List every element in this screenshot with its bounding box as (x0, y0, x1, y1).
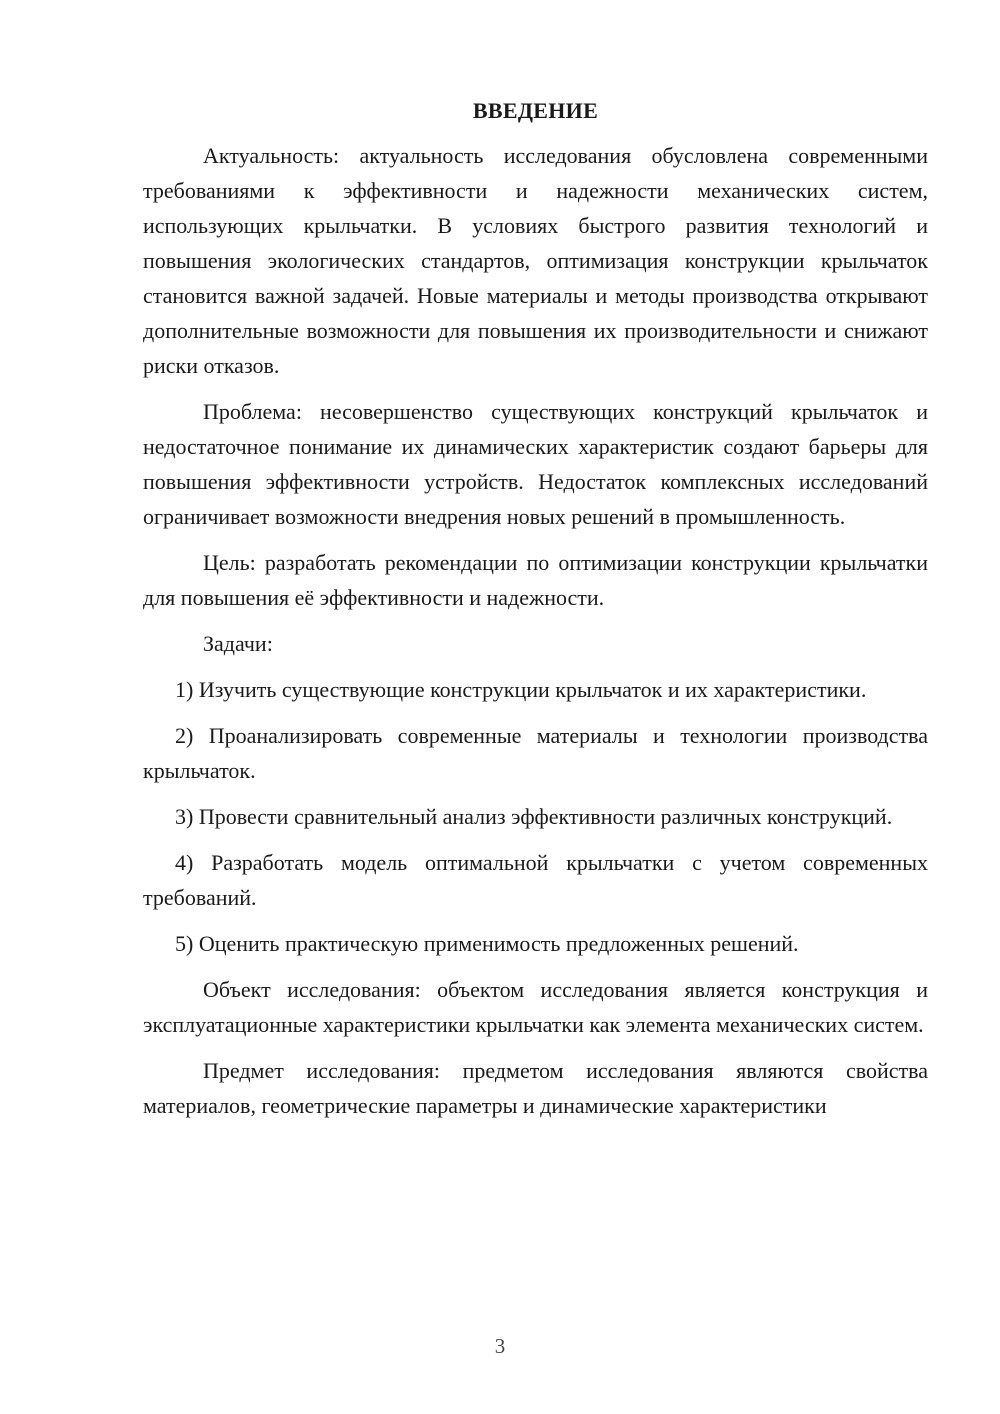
section-heading: ВВЕДЕНИЕ (472, 98, 599, 123)
document-page (143, 96, 928, 1134)
page-number: 3 (494, 1334, 506, 1358)
task-item-4: 4) Разработать модель оптимальной крыльчатки с учетом современных требований. (143, 850, 928, 910)
object-paragraph: Объект исследования: объектом исследования является конструкция и эксплуатационные характеристики крыльчатки как элемента механических систем. (143, 977, 928, 1037)
goal-paragraph: Цель: разработать рекомендации по оптимизации конструкции крыльчатки для повышения её эффективности и надежности. (143, 550, 928, 610)
task-item-5: 5) Оценить практическую применимость предложенных решений. (175, 931, 799, 956)
task-item-2: 2) Проанализировать современные материалы и технологии производства крыльчаток. (143, 723, 928, 783)
tasks-label: Задачи: (203, 631, 273, 656)
relevance-paragraph: Актуальность: актуальность исследования обусловлена современными требованиями к эффективности и надежности механических систем, использующих крыльчатки. В условиях быстрого развития технологий и повышения экологических стандартов, оптимизация конструкции крыльчаток становится важной задачей. Новые материалы и методы производства открывают дополнительные возможности для повышения их производительности и снижают риски отказов. (143, 143, 928, 378)
task-item-3: 3) Провести сравнительный анализ эффективности различных конструкций. (175, 804, 893, 829)
task-item-1: 1) Изучить существующие конструкции крыльчаток и их характеристики. (175, 677, 867, 702)
problem-paragraph: Проблема: несовершенство существующих конструкций крыльчаток и недостаточное понимание их динамических характеристик создают барьеры для повышения эффективности устройств. Недостаток комплексных исследований ограничивает возможности внедрения новых решений в промышленность. (143, 399, 928, 529)
subject-paragraph: Предмет исследования: предметом исследования являются свойства материалов, геометрические параметры и динамические характеристики (143, 1058, 928, 1118)
